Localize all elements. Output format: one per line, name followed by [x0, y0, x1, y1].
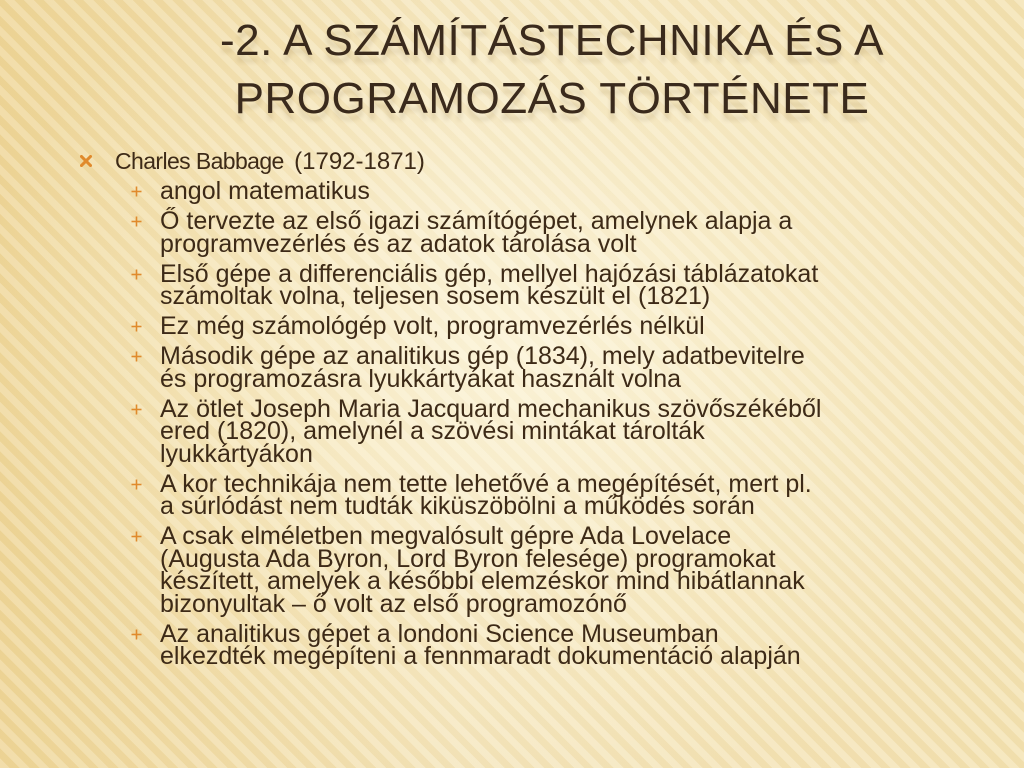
sub-bullet-item — [0, 177, 1024, 205]
plus-bullet-icon — [131, 269, 142, 280]
bullet-text-line: és programozásra lyukkártyákat használt volna — [160, 364, 682, 393]
bullet-text-line: Ő tervezte az első igazi számítógépet, amelynek alapja a — [160, 207, 793, 235]
slide-title-line-2: PROGRAMOZÁS TÖRTÉNETE — [234, 74, 870, 123]
sub-bullet-item — [0, 342, 1024, 393]
plus-bullet-icon — [131, 351, 142, 362]
sub-bullet-item — [0, 259, 1024, 310]
sub-bullet-item — [0, 469, 1024, 520]
x-bullet-icon — [80, 155, 92, 167]
main-bullet-name: Charles Babbage — [115, 148, 284, 174]
slide-title-line-1: -2. A SZÁMÍTÁSTECHNIKA ÉS A — [220, 16, 884, 65]
plus-bullet-icon — [131, 186, 142, 197]
sub-bullet-item — [0, 312, 1024, 340]
slide-title — [180, 12, 924, 128]
bullet-text-line: programvezérlés és az adatok tárolása volt — [160, 229, 637, 258]
main-bullet-item — [0, 150, 1024, 173]
sub-bullet-item — [0, 619, 1024, 670]
bullet-text-line: Ez még számológép volt, programvezérlés nélkül — [160, 312, 705, 340]
sub-bullet-item — [0, 394, 1024, 468]
bullet-text-line: Első gépe a differenciális gép, mellyel hajózási táblázatokat — [160, 259, 819, 288]
bullet-text-line: Az analitikus gépet a londoni Science Museumban — [160, 619, 719, 648]
plus-bullet-icon — [131, 629, 142, 640]
bullet-text-line: a súrlódást nem tudták kiküszöbölni a működés során — [160, 492, 755, 520]
plus-bullet-icon — [131, 321, 142, 332]
sub-bullet-item — [0, 522, 1024, 618]
bullet-text-line: elkezdték megépíteni a fennmaradt dokumentáció alapján — [160, 642, 801, 670]
bullet-text-line: Az ötlet Joseph Maria Jacquard mechanikus szövőszékéből — [160, 394, 822, 423]
bullet-text-line: készített, amelyek a későbbi elemzéskor mind hibátlannak — [160, 567, 805, 595]
plus-bullet-icon — [131, 216, 142, 227]
bullet-text-line: A csak elméletben megvalósult gépre Ada Lovelace — [160, 522, 732, 550]
sub-bullet-item — [0, 207, 1024, 258]
bullet-text-line: angol matematikus — [160, 177, 370, 205]
bullet-text-line: számoltak volna, teljesen sosem készült el (1821) — [160, 282, 711, 310]
bullet-list — [0, 150, 1024, 668]
bullet-text-line: ered (1820), amelynél a szövési mintákat tárolták — [160, 417, 705, 445]
bullet-text-line: Második gépe az analitikus gép (1834), mely adatbevitelre — [160, 342, 805, 370]
bullet-text-line: A kor technikája nem tette lehetővé a megépítését, mert pl. — [160, 469, 812, 498]
plus-bullet-icon — [131, 531, 142, 542]
bullet-text-line: bizonyultak – ő volt az első programozónő — [160, 589, 627, 618]
bullet-text-line: lyukkártyákon — [160, 439, 313, 468]
plus-bullet-icon — [131, 404, 142, 415]
plus-bullet-icon — [131, 479, 142, 490]
main-bullet-years: (1792-1871) — [294, 148, 425, 175]
bullet-text-line: (Augusta Ada Byron, Lord Byron felesége) programokat — [160, 544, 776, 573]
